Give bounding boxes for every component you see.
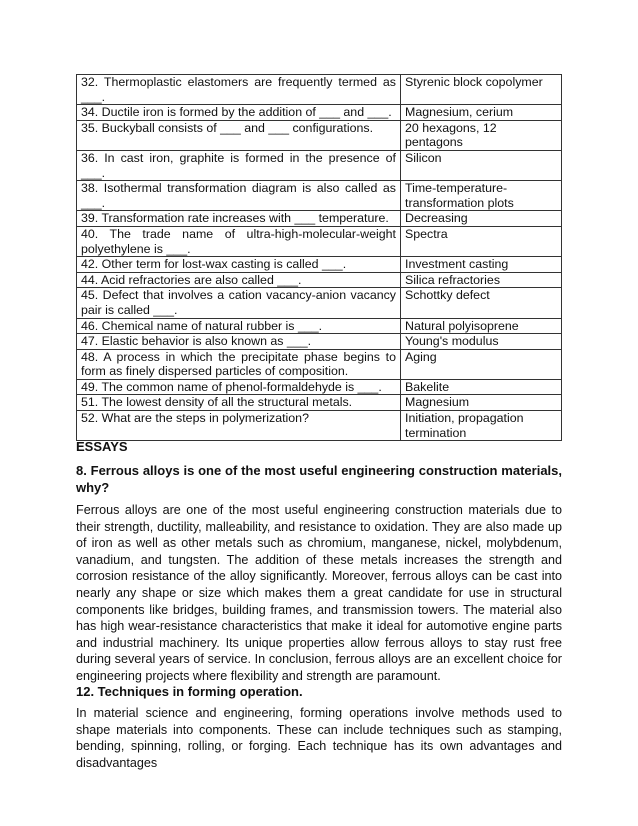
question-cell: 36. In cast iron, graphite is formed in the presence of ___. bbox=[77, 150, 401, 180]
table-row bbox=[77, 257, 562, 273]
table-row bbox=[77, 272, 562, 288]
essay-8-title: 8. Ferrous alloys is one of the most useful engineering construction materials, why? bbox=[76, 463, 562, 495]
question-cell: 42. Other term for lost-wax casting is called ___. bbox=[77, 257, 401, 273]
essay-12-title: 12. Techniques in forming operation. bbox=[76, 684, 303, 699]
table-row bbox=[77, 181, 562, 211]
qa-table bbox=[76, 74, 562, 441]
answer-cell: Investment casting bbox=[401, 257, 562, 273]
answer-cell: Time-temperature-transformation plots bbox=[401, 181, 562, 211]
question-cell: 45. Defect that involves a cation vacancy-anion vacancy pair is called ___. bbox=[77, 288, 401, 318]
table-row bbox=[77, 411, 562, 441]
answer-cell: Decreasing bbox=[401, 211, 562, 227]
answer-cell: Schottky defect bbox=[401, 288, 562, 318]
question-cell: 38. Isothermal transformation diagram is also called as ___. bbox=[77, 181, 401, 211]
answer-cell: Silica refractories bbox=[401, 272, 562, 288]
question-cell: 47. Elastic behavior is also known as ___. bbox=[77, 334, 401, 350]
question-cell: 39. Transformation rate increases with ___ temperature. bbox=[77, 211, 401, 227]
table-row bbox=[77, 288, 562, 318]
table-row bbox=[77, 349, 562, 379]
question-cell: 34. Ductile iron is formed by the addition of ___ and ___. bbox=[77, 105, 401, 121]
question-cell: 35. Buckyball consists of ___ and ___ configurations. bbox=[77, 120, 401, 150]
table-row bbox=[77, 318, 562, 334]
question-cell: 32. Thermoplastic elastomers are frequently termed as ___. bbox=[77, 75, 401, 105]
question-cell: 46. Chemical name of natural rubber is ___. bbox=[77, 318, 401, 334]
table-row bbox=[77, 226, 562, 256]
qa-table-body bbox=[77, 75, 562, 441]
answer-cell: Styrenic block copolymer bbox=[401, 75, 562, 105]
question-cell: 49. The common name of phenol-formaldehyde is ___. bbox=[77, 379, 401, 395]
question-cell: 52. What are the steps in polymerization? bbox=[77, 411, 401, 441]
essay-8-body: Ferrous alloys are one of the most useful engineering construction materials due to their strength, ductility, malleability, and resistance to oxidation. They are also made up of iron as well as other metals such as chromium, manganese, nickel, molybdenum, vanadium, and tungsten. The addition of these metals increases the strength and corrosion resistance of the alloy significantly. Moreover, ferrous alloys can be cast into nearly any shape or size which makes them a great candidate for use in structural components like bridges, building frames, and transmission towers. The material also has high wear-resistance characteristics that make it ideal for automotive engine parts and industrial machinery. Its unique properties allow ferrous alloys to stay rust free during several years of service. In conclusion, ferrous alloys are an excellent choice for engineering projects where flexibility and strength are paramount. bbox=[76, 503, 562, 683]
answer-cell: Magnesium bbox=[401, 395, 562, 411]
answer-cell: Natural polyisoprene bbox=[401, 318, 562, 334]
essays-heading: ESSAYS bbox=[76, 439, 128, 454]
question-cell: 51. The lowest density of all the structural metals. bbox=[77, 395, 401, 411]
essay-12-body: In material science and engineering, forming operations involve methods used to shape materials into components. These can include techniques such as stamping, bending, spinning, rolling, or forging. Each technique has its own advantages and disadvantages bbox=[76, 706, 562, 770]
table-row bbox=[77, 105, 562, 121]
answer-cell: 20 hexagons, 12 pentagons bbox=[401, 120, 562, 150]
table-row bbox=[77, 120, 562, 150]
answer-cell: Bakelite bbox=[401, 379, 562, 395]
answer-cell: Spectra bbox=[401, 226, 562, 256]
question-cell: 44. Acid refractories are also called ___. bbox=[77, 272, 401, 288]
table-row bbox=[77, 75, 562, 105]
table-row bbox=[77, 334, 562, 350]
table-row bbox=[77, 211, 562, 227]
answer-cell: Magnesium, cerium bbox=[401, 105, 562, 121]
question-cell: 40. The trade name of ultra-high-molecular-weight polyethylene is ___. bbox=[77, 226, 401, 256]
table-row bbox=[77, 150, 562, 180]
table-row bbox=[77, 379, 562, 395]
answer-cell: Young's modulus bbox=[401, 334, 562, 350]
question-cell: 48. A process in which the precipitate phase begins to form as finely dispersed particles of composition. bbox=[77, 349, 401, 379]
answer-cell: Aging bbox=[401, 349, 562, 379]
answer-cell: Initiation, propagation termination bbox=[401, 411, 562, 441]
answer-cell: Silicon bbox=[401, 150, 562, 180]
table-row bbox=[77, 395, 562, 411]
